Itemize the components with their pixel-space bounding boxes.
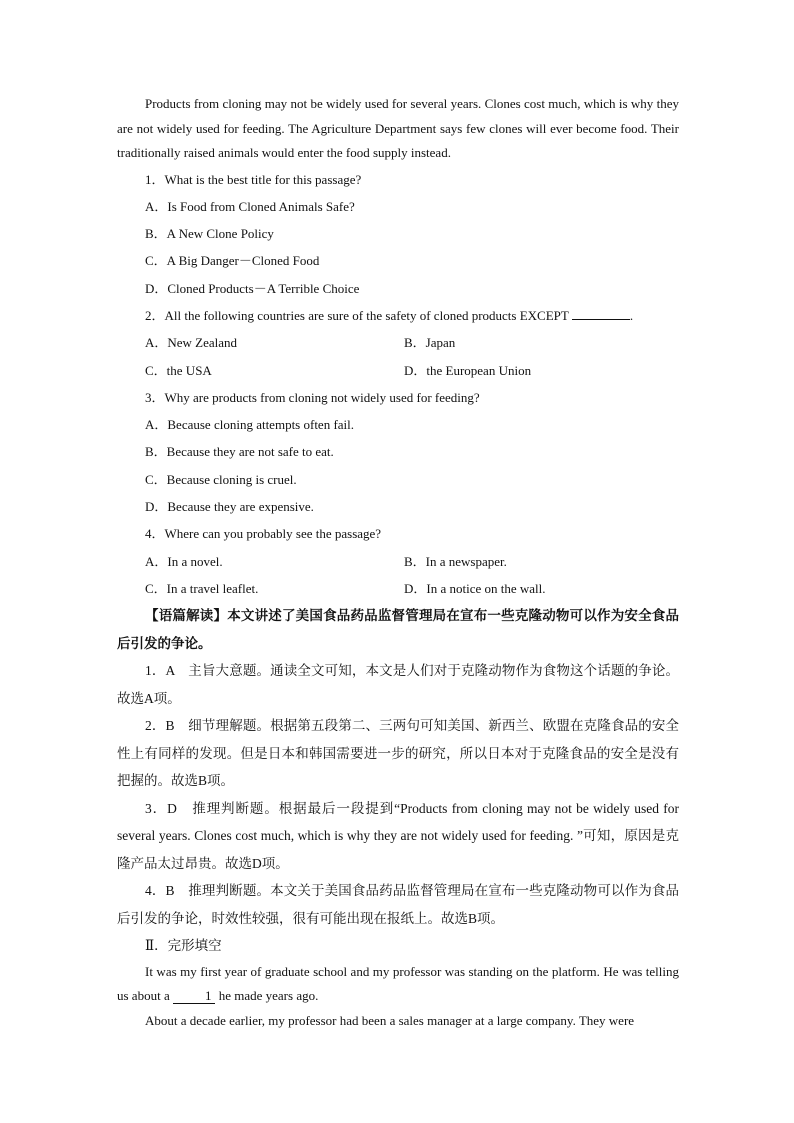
- question-stem: 4．Where can you probably see the passage?: [145, 526, 382, 542]
- option-a: A．New Zealand: [145, 335, 238, 351]
- option-d: D．the European Union: [404, 362, 532, 378]
- answer-explanation-4: 4．B 推理判断题。本文关于美国食品药品监督管理局在宣布一些克隆动物可以作为食品后引发的争论，时效性较强，很有可能出现在报纸上。故选B项。: [117, 883, 679, 926]
- answer-explanation-1: 1．A 主旨大意题。通读全文可知，本文是人们对于克隆动物作为食物这个话题的争论。故选A项。: [117, 663, 679, 706]
- question-stem: 1．What is the best title for this passage?: [145, 171, 362, 187]
- answer-blank: [572, 305, 630, 320]
- cloze-paragraph-2: About a decade earlier, my professor had been a sales manager at a large company. They were: [145, 1012, 635, 1028]
- option-d: D．Cloned Products－A Terrible Choice: [145, 280, 360, 296]
- question-3: [117, 384, 679, 520]
- question-4: [117, 520, 679, 602]
- option-row: [117, 548, 679, 575]
- option-b: B．A New Clone Policy: [145, 226, 274, 242]
- option-b: B．In a newspaper.: [404, 553, 507, 569]
- passage-paragraph: Products from cloning may not be widely used for several years. Clones cost much, which is why they are not widely used for feeding. The Agriculture Department says few clones will ever become food. Their traditionally raised animals would enter the food supply instead.: [117, 96, 679, 160]
- option-row: [117, 329, 679, 356]
- analysis-summary: [117, 602, 679, 657]
- option-a: A．Because cloning attempts often fail.: [145, 417, 355, 433]
- analysis-summary-text: 本文讲述了美国食品药品监督管理局在宣布一些克隆动物可以作为安全食品后引发的争论。: [117, 608, 680, 651]
- question-1: [117, 166, 679, 302]
- question-stem: [117, 302, 679, 329]
- question-stem: 3．Why are products from cloning not widely used for feeding?: [145, 389, 480, 405]
- option-d: D．In a notice on the wall.: [404, 580, 546, 596]
- option-row: [117, 357, 679, 384]
- question-2: [117, 302, 679, 384]
- option-c: C．A Big Danger－Cloned Food: [145, 253, 320, 269]
- cloze-text-before: It was my first year of graduate school and my professor was standing on the platform. He was telling us about a: [117, 963, 679, 1004]
- answer-explanation-2: 2．B 细节理解题。根据第五段第二、三两句可知美国、新西兰、欧盟在克隆食品的安全性上有同样的发现。但是日本和韩国需要进一步的研究，所以日本对于克隆食品的安全是没有把握的。故选B项。: [117, 718, 679, 789]
- analysis-section: [117, 602, 679, 932]
- section-title: Ⅱ．完形填空: [145, 938, 222, 954]
- analysis-header: 【语篇解读】: [145, 608, 228, 624]
- option-a: A．Is Food from Cloned Animals Safe?: [145, 198, 355, 214]
- option-b: B．Japan: [404, 335, 456, 351]
- option-c: C．the USA: [145, 362, 212, 378]
- option-b: B．Because they are not safe to eat.: [145, 444, 334, 460]
- option-d: D．Because they are expensive.: [145, 499, 314, 515]
- cloze-section: [117, 932, 679, 1033]
- option-c: C．In a travel leaflet.: [145, 580, 259, 596]
- question-stem-end: .: [629, 307, 634, 323]
- cloze-text-after: he made years ago.: [215, 988, 319, 1004]
- option-row: [117, 575, 679, 602]
- option-c: C．Because cloning is cruel.: [145, 471, 297, 487]
- cloze-paragraph-1: [117, 960, 679, 1009]
- cloze-blank-1: 1: [173, 989, 216, 1004]
- question-stem-text: 2．All the following countries are sure of the safety of cloned products EXCEPT: [145, 307, 569, 323]
- answer-explanation-3: 3．D 推理判断题。根据最后一段提到“Products from cloning may not be widely used for several years. Clones cost much, which is why they are not widely used for feeding. ”可知，原因是克隆产品太过昂贵。故选D项。: [117, 800, 679, 871]
- option-a: A．In a novel.: [145, 553, 223, 569]
- document-page: [117, 92, 679, 1033]
